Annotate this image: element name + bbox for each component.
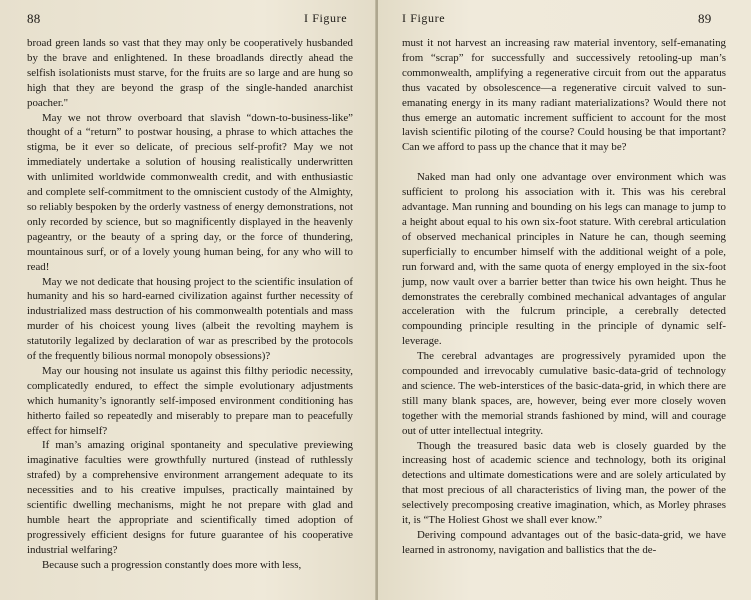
paragraph: Though the treasured basic data web is closely guarded by the increasing host of academic science and technology, both its original detections and ultimate domestications were and are solely articulated by that most precious of all characteristics of living man, the power of the selectively precomposing creative imagination, which, as Morley phrases it, is “The Holiest Ghost we shall ever know.” [402,439,726,527]
right-page-text [402,36,726,558]
right-page [378,0,751,600]
page-number: 88 [27,11,41,26]
paragraph: May our housing not insulate us against this filthy periodic necessity, complicatedly endured, to effect the simple evolutionary adjustments which humanity’s ignorantly self-imposed environment conditioning has hitherto failed so repeatedly and miserably to prepare man to peacefully effect for himself? [27,364,353,437]
paragraph: Deriving compound advantages out of the basic-data-grid, we have learned in astronomy, navigation and ballistics that the de- [402,529,726,556]
paragraph: must it not harvest an increasing raw material inventory, self-emanating from “scrap” for successfully and successively retooling-up man’s commonwealth, amplifying a regenerative circuit from out the apparatus thus vacated by obsolescence—a regenerative circuit valved to sun-emanating energy in its many radiant materializations? Would there not thus emerge an automatic increment sufficient to account for the most lavish scientific piloting of the course? Could housing be that important? Can we afford to pass up the chance that it may be? [402,37,726,154]
paragraph: Because such a progression constantly does more with less, [42,558,302,571]
paragraph: The cerebral advantages are progressively pyramided upon the compounded and irrevocably cumulative basic-data-grid of technology and science. The web-interstices of the basic-data-grid, in which there are still many blank spaces, are, however, being ever more closely woven together with the memorial strands fashioned by mind, will and courage out of utter intellectual integrity. [402,350,726,437]
paragraph: broad green lands so vast that they may only be cooperatively husbanded by the brave and enlightened. In these broadlands directly ahead the selfish isolationists must starve, for the fruits are so large and are hung so high that they are beyond the grasp of the single-handed anarchist poacher." [27,37,353,109]
running-title: I Figure [402,11,446,25]
paragraph: Naked man had only one advantage over environment which was sufficient to prolong his association with it. This was his cerebral advantage. Man running and bounding on his legs can manage to jump to a height about equal to his own six-foot stature. With cerebral articulation of observed mechanical principles in Nature he can, though seeming superficially to encumber himself with the additional weight of a pole, run forward and, with the same quota of energy employed in the six-foot jump, now vault over a barrier better than twice his own height. Thus he demonstrates the cerebrally combined mechanical advantages of angular acceleration with the fulcrum principle, a cerebrally detected compounding principle resulting in the principle of dynamic self-leverage. [402,171,726,348]
left-page-text [27,36,353,573]
running-title: I Figure [304,11,348,25]
paragraph: May we not dedicate that housing project to the scientific insulation of humanity and his so hard-earned civilization against further necessity of industrialized mass destruction of his commonwealth potentials and mass murder of his choicest young lives (albeit the revolting mayhem is statutorily legalized by declaration of war as prescribed by the protocols of the frequently bilious normal monopoly obsessions)? [27,275,353,363]
paragraph: If man’s amazing original spontaneity and speculative previewing imaginative faculties were growthfully nurtured (instead of ruthlessly strafed) by a comprehensive environment arrangement adequate to its necessities and to his creative impulses, practically maintained by scientific dwelling mechanisms, might he not prepare with glad and humble heart the appropriate and scientifically timed adoption of progressively efficient designs for future guarantee of his cooperative industrial welfaring? [27,439,353,556]
paragraph: May we not throw overboard that slavish “down-to-business-like” thought of a “return” to postwar housing, a phrase to which attaches the stigma, be it ever so delicate, of precious self-profit? May we not immediately undertake a solution of housing realistically underwritten with unlimited worldwide commonwealth credit, and with enthusiastic and complete self-commitment to the omniscient custody of the Almighty, so reliably bespoken by the orderly vastness of energy demonstrations, not only recorded by science, but so magnificently displayed in the heavenly pageantry, or the beauty of a spring day, or the force of thundering, mountainous surf, or of a lovely young human being, for any who will to read! [27,111,353,273]
page-number: 89 [698,11,712,26]
